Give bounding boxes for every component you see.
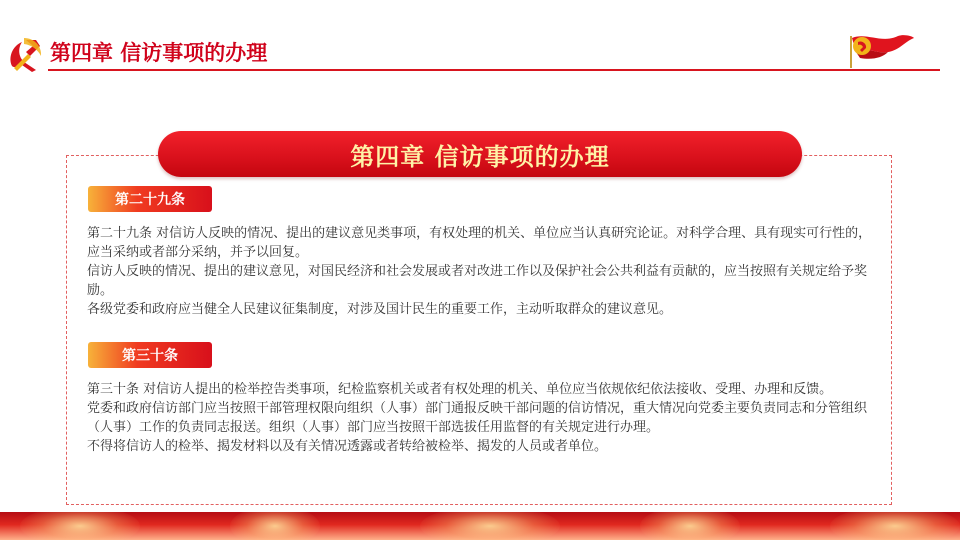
article-paragraph: 党委和政府信访部门应当按照干部管理权限向组织（人事）部门通报反映干部问题的信访情况，重大情况向党委主要负责同志和分管组织（人事）工作的负责同志报送。组织（人事）部门应当按照干部选拔任用监督的有关规定进行办理。 bbox=[87, 401, 868, 435]
article-paragraph: 信访人反映的情况、提出的建议意见，对国民经济和社会发展或者对改进工作以及保护社会公共利益有贡献的，应当按照有关规定给予奖励。 bbox=[87, 264, 868, 298]
red-flag-icon bbox=[842, 30, 916, 70]
article-text bbox=[87, 224, 877, 319]
party-emblem-icon bbox=[6, 36, 44, 72]
chapter-banner-title: 第四章 信访事项的办理 bbox=[350, 141, 610, 171]
article-paragraph: 各级党委和政府应当健全人民建议征集制度，对涉及国计民生的重要工作，主动听取群众的建议意见。 bbox=[87, 302, 673, 317]
article-paragraph: 第三十条 对信访人提出的检举控告类事项，纪检监察机关或者有权处理的机关、单位应当依规依纪依法接收、受理、办理和反馈。 bbox=[87, 382, 833, 397]
article-paragraph: 不得将信访人的检举、揭发材料以及有关情况透露或者转给被检举、揭发的人员或者单位。 bbox=[87, 439, 608, 454]
decorative-footer bbox=[0, 512, 960, 540]
article-paragraph: 第二十九条 对信访人反映的情况、提出的建议意见类事项，有权处理的机关、单位应当认真研究论证。对科学合理、具有现实可行性的，应当采纳或者部分采纳，并予以回复。 bbox=[87, 226, 872, 260]
chapter-banner bbox=[158, 131, 802, 177]
article-tag: 第二十九条 bbox=[88, 186, 212, 212]
article-tag: 第三十条 bbox=[88, 342, 212, 368]
page-title: 第四章 信访事项的办理 bbox=[50, 40, 268, 65]
article-text bbox=[87, 380, 877, 456]
header-divider bbox=[48, 69, 940, 71]
